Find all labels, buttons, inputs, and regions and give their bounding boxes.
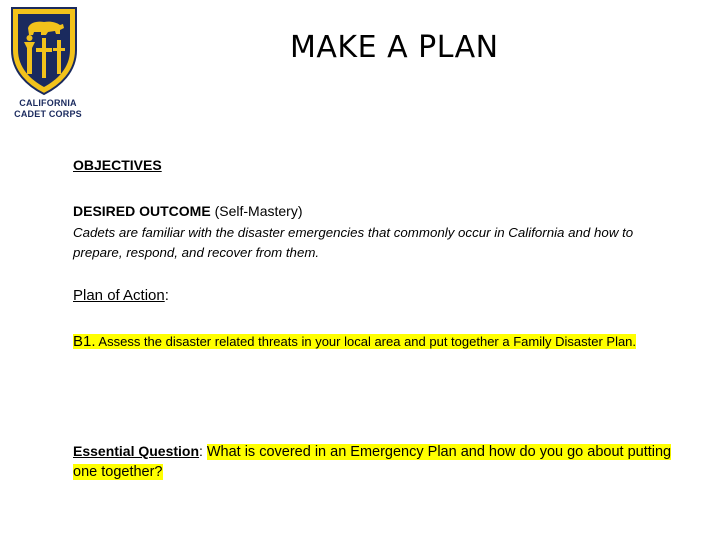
shield-emblem-icon [8,4,80,96]
essential-question-text: What is covered in an Emergency Plan and how do you go about putting one together? [73,444,672,480]
logo-line-2: CADET CORPS [14,109,82,119]
desired-outcome-sub: (Self-Mastery) [214,203,303,219]
logo-line-1: CALIFORNIA [19,98,77,108]
plan-of-action-colon: : [164,287,169,304]
b1-text: Assess the disaster related threats in your local area and put together a Family Disaster Plan. [98,334,637,349]
desired-outcome-heading [73,203,302,219]
essential-question-label: Essential Question [73,443,200,459]
b1-code: B1. [73,333,96,350]
essential-question [73,442,673,482]
plan-of-action-label: Plan of Action [73,287,165,304]
desired-outcome-label: DESIRED OUTCOME [73,203,211,219]
page-title: MAKE A PLAN [290,30,499,65]
plan-of-action-heading [73,287,169,304]
objectives-heading: OBJECTIVES [73,157,162,173]
california-cadet-corps-logo [8,4,80,120]
essential-question-colon: : [199,443,203,459]
desired-outcome-description: Cadets are familiar with the disaster emergencies that commonly occur in California and how to prepare, respond, and recover from them. [73,225,634,260]
b1-objective [73,331,673,352]
